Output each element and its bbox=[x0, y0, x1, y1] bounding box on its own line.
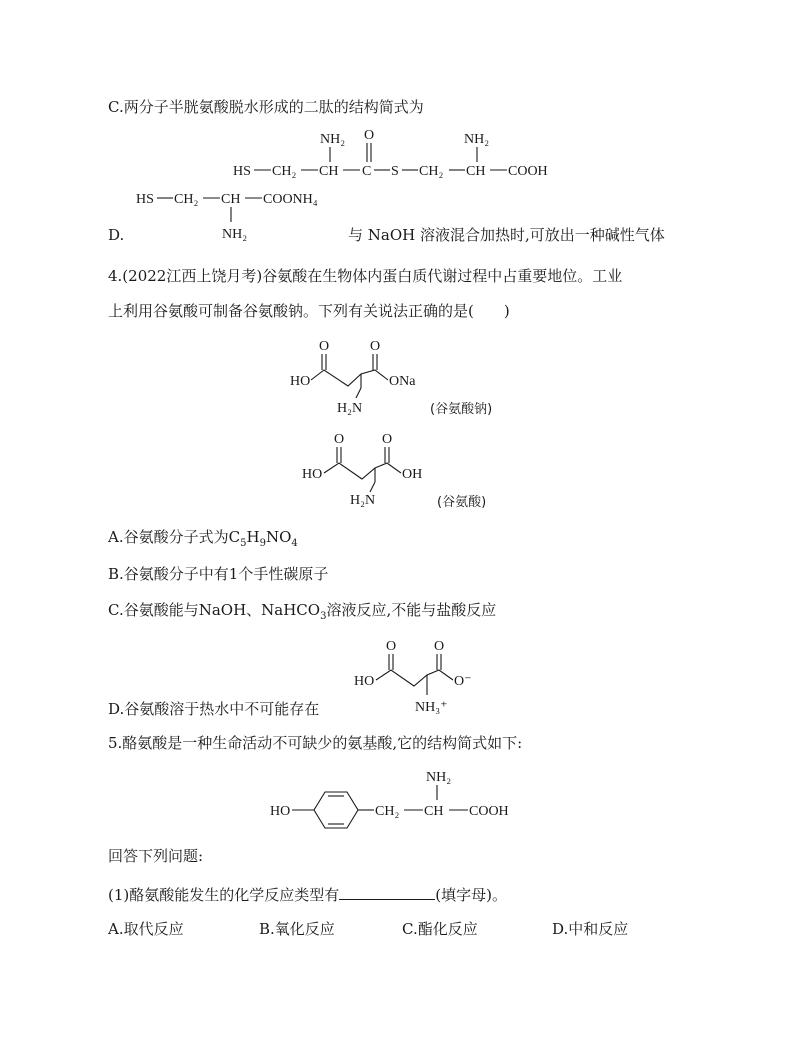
q4-option-d: D.谷氨酸溶于热水中不可能存在 bbox=[108, 700, 320, 718]
ga-h2n: H₂N bbox=[350, 493, 376, 508]
option-c-text: C.两分子半胱氨酸脱水形成的二肽的结构简式为 bbox=[108, 98, 424, 116]
salt-hs: HS bbox=[136, 192, 154, 207]
salt-ch: CH bbox=[221, 192, 241, 207]
q4-option-c-text: C.谷氨酸能与NaOH、NaHCO bbox=[108, 601, 321, 619]
q4-option-a-text: A.谷氨酸分子式为C bbox=[108, 528, 241, 546]
sg-o1: O bbox=[319, 339, 330, 354]
answer-blank[interactable] bbox=[339, 885, 435, 900]
sg-o2: O bbox=[370, 339, 381, 354]
zw-ominus: O⁻ bbox=[454, 674, 472, 689]
q4-line1: 4.(2022江西上饶月考)谷氨酸在生物体内蛋白质代谢过程中占重要地位。工业 bbox=[108, 267, 623, 285]
ga-oh: OH bbox=[402, 467, 423, 482]
tyr-nh2: NH₂ bbox=[426, 770, 452, 785]
q4-option-a-h: H bbox=[246, 528, 260, 546]
dipeptide-hs: HS bbox=[233, 164, 251, 179]
q4-option-b: B.谷氨酸分子中有1个手性碳原子 bbox=[108, 565, 329, 583]
ga-ho: HO bbox=[302, 467, 323, 482]
q4-line2: 上利用谷氨酸可制备谷氨酸钠。下列有关说法正确的是( ) bbox=[108, 302, 510, 320]
q4-option-c-suffix: 溶液反应,不能与盐酸反应 bbox=[326, 601, 497, 619]
dipeptide-o: O bbox=[364, 128, 375, 143]
salt-ch2: CH₂ bbox=[174, 192, 199, 207]
dipeptide-s: S bbox=[391, 164, 399, 179]
tyr-ch2: CH₂ bbox=[375, 804, 400, 819]
zw-o1: O bbox=[386, 639, 397, 654]
zw-ho: HO bbox=[354, 674, 375, 689]
ga-o1: O bbox=[334, 432, 345, 447]
sg-caption: (谷氨酸钠) bbox=[430, 402, 493, 417]
q5-choice-d: D.中和反应 bbox=[552, 920, 629, 938]
tyr-cooh: COOH bbox=[469, 804, 509, 819]
salt-nh2: NH₂ bbox=[222, 227, 248, 242]
q4-option-a-sub-c: 5 bbox=[240, 538, 247, 549]
dipeptide-cooh: COOH bbox=[508, 164, 548, 179]
q5-sub1-suffix: (填字母)。 bbox=[435, 886, 507, 904]
q5-answer-intro: 回答下列问题: bbox=[108, 847, 204, 865]
dipeptide-ch-a: CH bbox=[319, 164, 339, 179]
sg-ho: HO bbox=[290, 374, 311, 389]
option-d-text: 与 NaOH 溶液混合加热时,可放出一种碱性气体 bbox=[348, 226, 665, 244]
sg-h2n: H₂N bbox=[337, 401, 363, 416]
tyr-ch: CH bbox=[424, 804, 444, 819]
dipeptide-ch2-b: CH₂ bbox=[419, 164, 444, 179]
q5-choice-b: B.氧化反应 bbox=[259, 920, 335, 938]
q4-option-c-sub: 3 bbox=[320, 611, 327, 622]
ga-caption: (谷氨酸) bbox=[437, 495, 487, 510]
q5-sub1-text: (1)酪氨酸能发生的化学反应类型有 bbox=[108, 886, 340, 904]
option-d-label: D. bbox=[108, 226, 125, 244]
salt-coonh4: COONH₄ bbox=[263, 192, 318, 207]
ga-o2: O bbox=[382, 432, 393, 447]
dipeptide-ch2-a: CH₂ bbox=[272, 164, 297, 179]
zw-o2: O bbox=[434, 639, 445, 654]
q4-option-a-sub-h: 9 bbox=[259, 538, 266, 549]
q4-option-a-sub-o: 4 bbox=[291, 538, 298, 549]
q4-option-a-no: NO bbox=[265, 528, 292, 546]
tyr-ho: HO bbox=[270, 804, 291, 819]
dipeptide-nh2-left: NH₂ bbox=[320, 132, 346, 147]
q5-choice-a: A.取代反应 bbox=[108, 920, 184, 938]
q5-sub1 bbox=[108, 885, 507, 905]
sg-ona: ONa bbox=[389, 374, 416, 389]
dipeptide-c: C bbox=[362, 164, 372, 179]
dipeptide-nh2-right: NH₂ bbox=[464, 132, 490, 147]
dipeptide-ch-b: CH bbox=[466, 164, 486, 179]
q5-line1: 5.酪氨酸是一种生命活动不可缺少的氨基酸,它的结构简式如下: bbox=[108, 734, 523, 752]
q5-choice-c: C.酯化反应 bbox=[402, 920, 478, 938]
zw-nh3: NH₃⁺ bbox=[415, 700, 448, 715]
